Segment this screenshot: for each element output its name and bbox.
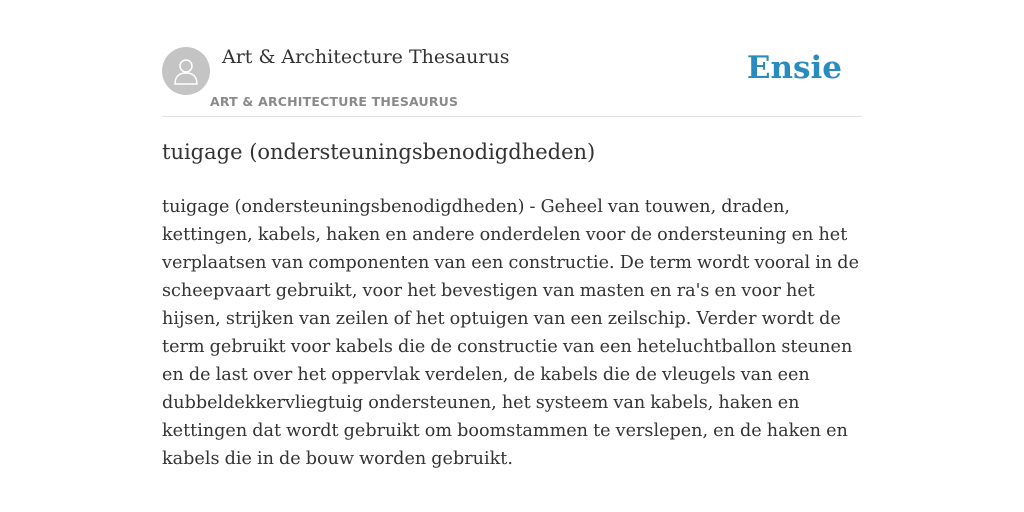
user-icon <box>172 56 200 86</box>
brand-logo[interactable]: Ensie <box>746 50 842 86</box>
avatar[interactable] <box>162 47 210 95</box>
source-label: ART & ARCHITECTURE THESAURUS <box>210 94 459 109</box>
header <box>162 44 862 117</box>
definition-text: tuigage (ondersteuningsbenodigdheden) - Geheel van touwen, draden, kettingen, kabels, haken en andere onderdelen voor de ondersteuning en het verplaatsen van componenten van een constructie. De term wordt vooral in de scheepvaart gebruikt, voor het bevestigen van masten en ra's en voor het hijsen, strijken van zeilen of het optuigen van een zeilschip. Verder wordt de term gebruikt voor kabels die de constructie van een heteluchtballon steunen en de last over het oppervlak verdelen, de kabels die de vleugels van een dubbeldekkervliegtuig ondersteunen, het systeem van kabels, haken en kettingen dat wordt gebruikt om boomstammen te verslepen, en de haken en kabels die in de bouw worden gebruikt. <box>162 197 859 469</box>
page-title: tuigage (ondersteuningsbenodigdheden) <box>162 140 596 164</box>
author-name-link[interactable]: Art & Architecture Thesaurus <box>222 46 510 68</box>
